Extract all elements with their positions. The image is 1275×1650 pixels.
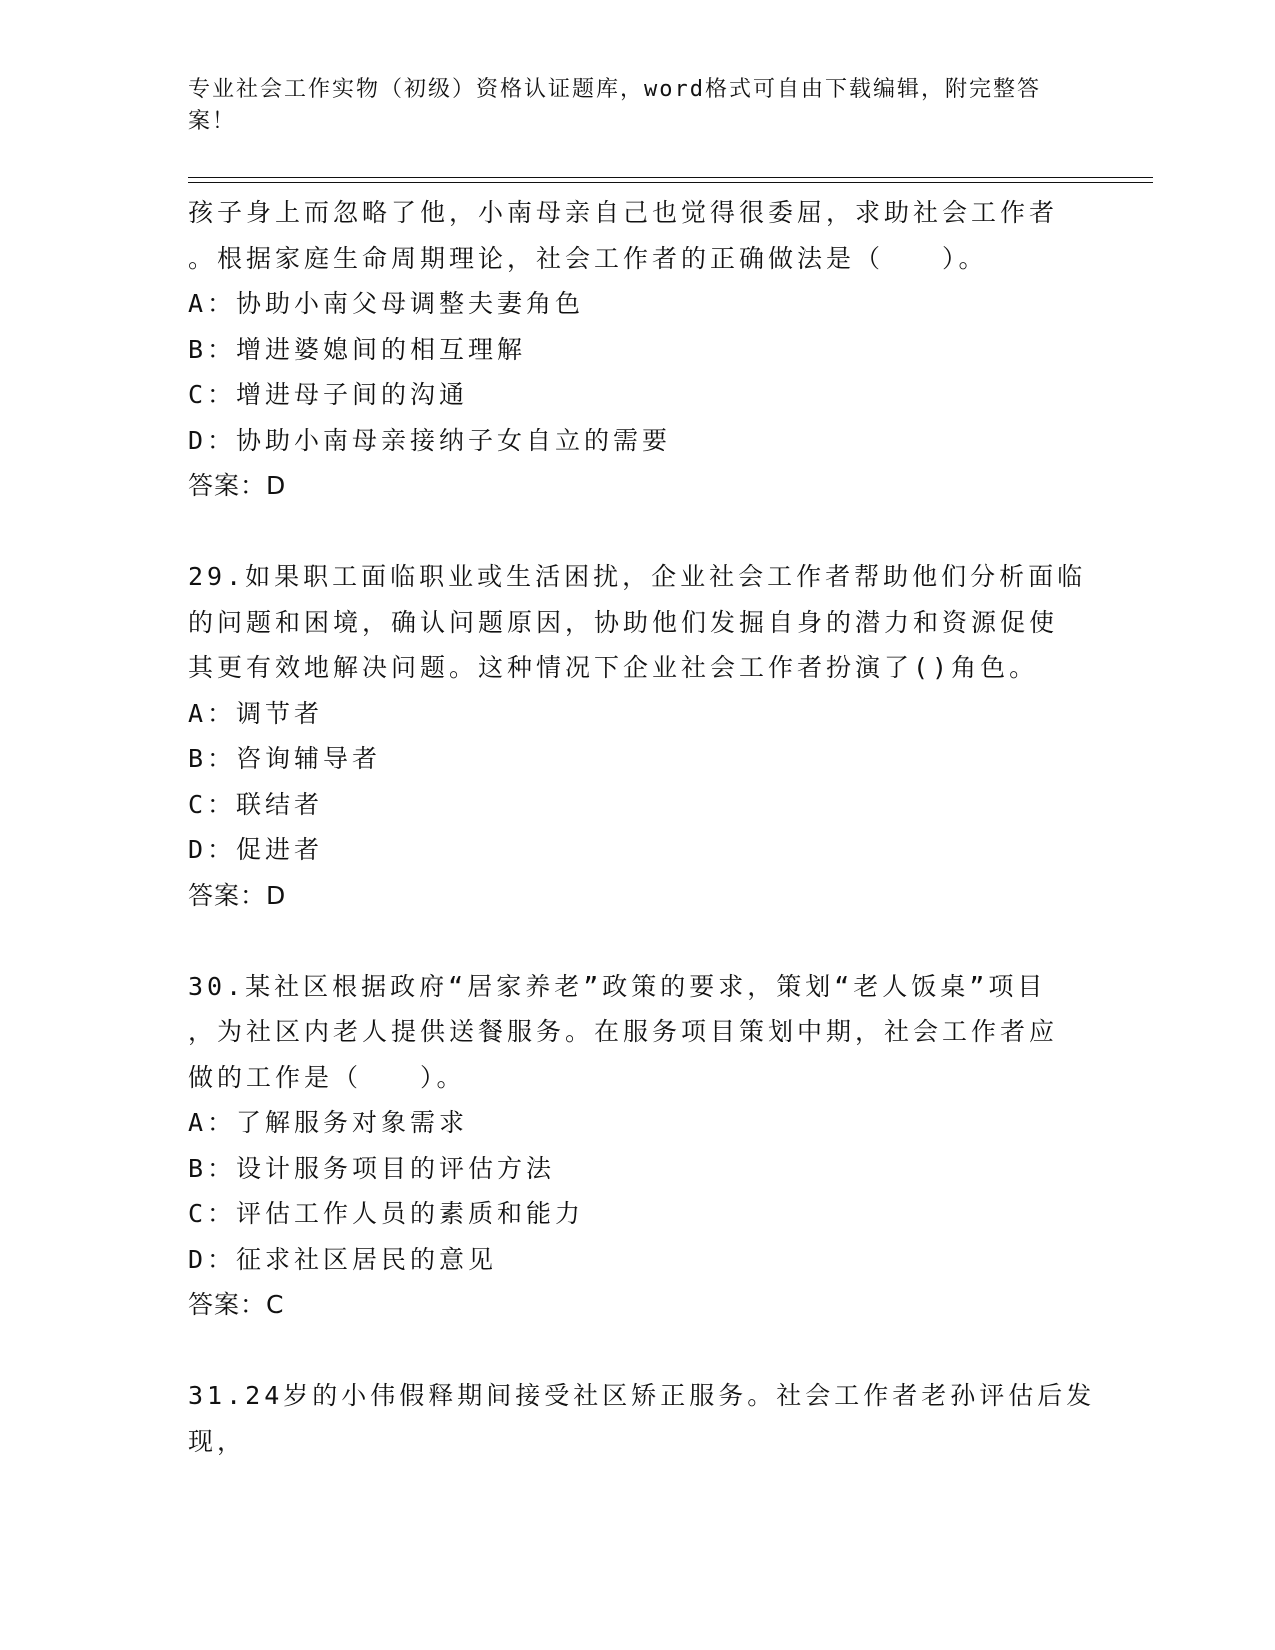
question-stem-line: 现， <box>188 1426 247 1456</box>
option-c: C：联结者 <box>188 789 324 819</box>
answer-line: 答案：D <box>188 880 287 910</box>
question-list <box>188 190 1096 1464</box>
spacer <box>188 509 1088 555</box>
header-divider-top <box>188 177 1153 178</box>
option-d: D：促进者 <box>188 835 324 864</box>
question-stem-line: 的问题和困境，确认问题原因，协助他们发掘自身的潜力和资源促使 <box>188 607 1059 637</box>
option-a: A：调节者 <box>188 698 324 728</box>
spacer <box>188 918 1088 964</box>
question-stem-line: 做的工作是（ ）。 <box>188 1062 466 1092</box>
option-b: B：设计服务项目的评估方法 <box>188 1153 556 1183</box>
option-d: D：征求社区居民的意见 <box>188 1244 498 1274</box>
header-line-2: 案！ <box>188 109 237 134</box>
question-28 <box>188 190 1088 509</box>
question-stem-line: 。根据家庭生命周期理论，社会工作者的正确做法是（ ）。 <box>188 243 988 273</box>
question-stem-line: 孩子身上而忽略了他，小南母亲自己也觉得很委屈，求助社会工作者 <box>188 198 1059 227</box>
header-divider-bottom <box>188 182 1153 183</box>
option-a: A：了解服务对象需求 <box>188 1108 469 1137</box>
option-c: C：评估工作人员的素质和能力 <box>188 1199 585 1228</box>
header-line-1: 专业社会工作实物（初级）资格认证题库，word格式可自由下载编辑，附完整答 <box>188 77 1041 102</box>
answer-line: 答案：D <box>188 471 287 500</box>
question-stem-line: 29.如果职工面临职业或生活困扰，企业社会工作者帮助他们分析面临 <box>188 562 1087 591</box>
document-header <box>188 74 1088 138</box>
spacer <box>188 1328 1088 1374</box>
question-stem-line: 30.某社区根据政府“居家养老”政策的要求，策划“老人饭桌”项目 <box>188 971 1047 1001</box>
question-29 <box>188 554 1088 918</box>
answer-line: 答案：C <box>188 1290 285 1319</box>
option-d: D：协助小南母亲接纳子女自立的需要 <box>188 425 672 455</box>
option-b: B：咨询辅导者 <box>188 744 382 773</box>
question-31 <box>188 1373 1096 1464</box>
question-30 <box>188 964 1088 1328</box>
option-b: B：增进婆媳间的相互理解 <box>188 334 527 364</box>
option-c: C：增进母子间的沟通 <box>188 380 469 409</box>
question-stem-line: ，为社区内老人提供送餐服务。在服务项目策划中期，社会工作者应 <box>188 1017 1059 1046</box>
question-stem-line: 其更有效地解决问题。这种情况下企业社会工作者扮演了()角色。 <box>188 653 1039 682</box>
question-stem-line: 31.24岁的小伟假释期间接受社区矫正服务。社会工作者老孙评估后发 <box>188 1381 1096 1410</box>
option-a: A：协助小南父母调整夫妻角色 <box>188 289 585 318</box>
